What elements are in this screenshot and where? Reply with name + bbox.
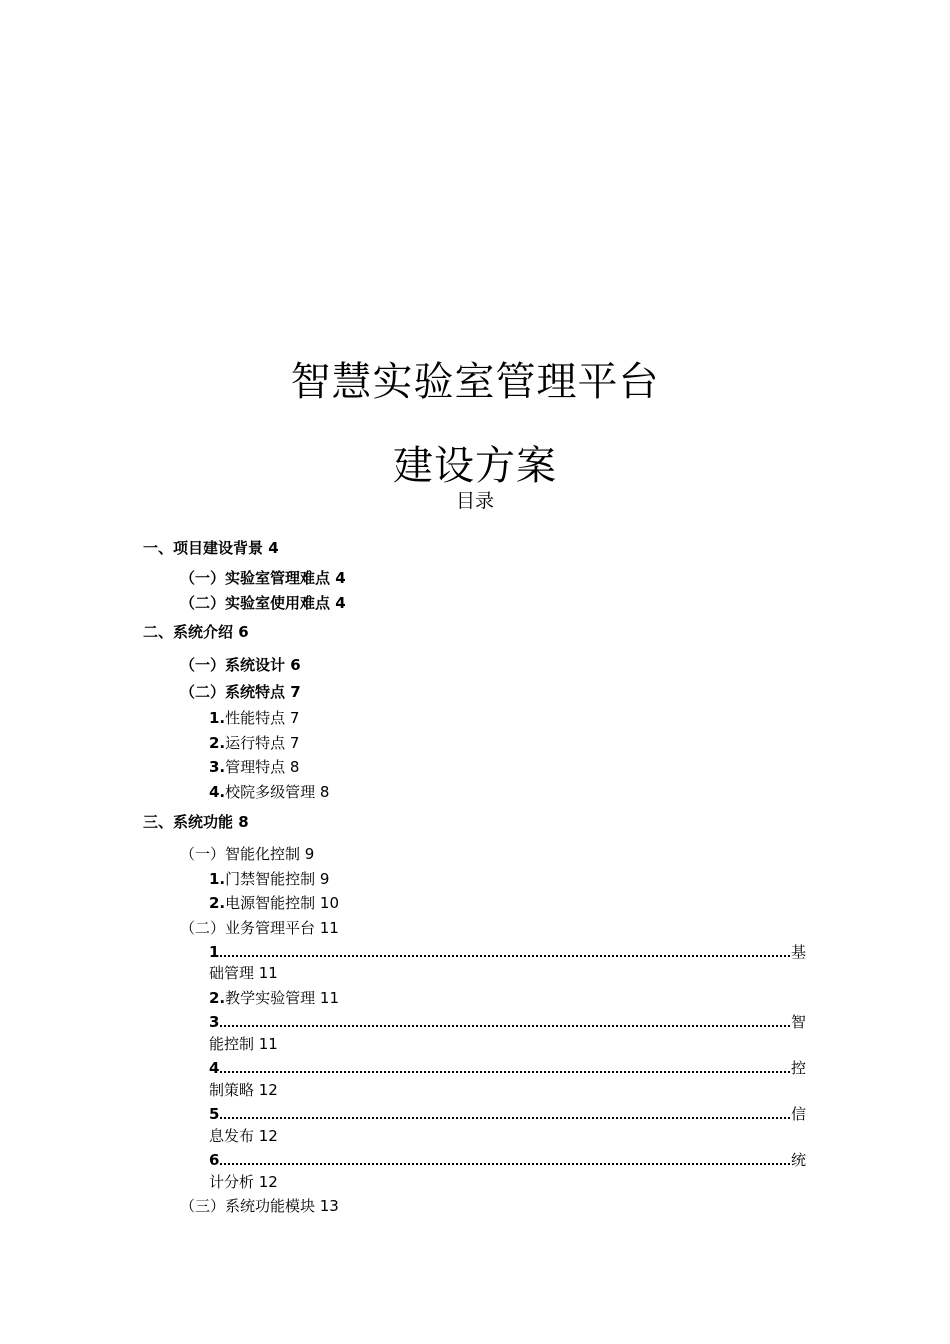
dot-leader <box>220 955 790 957</box>
toc-entry[interactable]: （三）系统功能模块 13 <box>180 1197 339 1215</box>
toc-entry-dotted[interactable] <box>209 1015 806 1030</box>
toc-entry-number: 2. <box>209 734 226 752</box>
dot-leader <box>220 1025 790 1027</box>
toc-entry-label: 管理特点 8 <box>225 758 300 776</box>
toc-entry-dotted[interactable] <box>209 1107 806 1122</box>
dot-leader <box>220 1163 790 1165</box>
toc-entry-label-start: 智 <box>790 1013 806 1031</box>
dot-leader <box>220 1117 790 1119</box>
toc-entry-label: 电源智能控制 10 <box>225 894 339 912</box>
toc-entry-label-start: 基 <box>790 943 806 961</box>
toc-entry-number: 1. <box>209 709 226 727</box>
toc-entry-label-continued: 计分析 12 <box>209 1173 278 1191</box>
toc-entry[interactable]: 一、项目建设背景 4 <box>143 539 279 557</box>
toc-entry-number: 6 <box>209 1151 220 1169</box>
toc-entry-number: 3. <box>209 758 226 776</box>
toc-entry-label: 运行特点 7 <box>225 734 300 752</box>
toc-entry-label-continued: 础管理 11 <box>209 964 278 982</box>
toc-entry[interactable] <box>209 872 329 887</box>
toc-entry[interactable] <box>209 736 299 751</box>
dot-leader <box>220 1071 790 1073</box>
toc-entry-number: 3 <box>209 1013 220 1031</box>
toc-entry[interactable]: （二）业务管理平台 11 <box>180 919 339 937</box>
toc-entry-number: 2. <box>209 989 226 1007</box>
toc-entry[interactable] <box>209 785 329 800</box>
toc-entry-number: 5 <box>209 1105 220 1123</box>
toc-entry[interactable] <box>209 711 299 726</box>
toc-entry-label: 门禁智能控制 9 <box>225 870 330 888</box>
toc-entry-number: 2. <box>209 894 226 912</box>
toc-entry-dotted[interactable] <box>209 1061 806 1076</box>
document-title-line1: 智慧实验室管理平台 <box>290 359 660 405</box>
toc-entry[interactable]: 二、系统介绍 6 <box>143 623 249 641</box>
toc-entry-label-continued: 制策略 12 <box>209 1081 278 1099</box>
toc-entry-label-continued: 能控制 11 <box>209 1035 278 1053</box>
toc-entry[interactable]: （一）智能化控制 9 <box>180 845 315 863</box>
document-title-line2: 建设方案 <box>393 443 557 489</box>
toc-entry-label: 校院多级管理 8 <box>225 783 330 801</box>
toc-entry[interactable]: （二）实验室使用难点 4 <box>180 594 346 612</box>
toc-entry[interactable] <box>209 896 339 911</box>
toc-entry-label-start: 统 <box>790 1151 806 1169</box>
toc-entry-label: 教学实验管理 11 <box>225 989 339 1007</box>
toc-entry-number: 4. <box>209 783 226 801</box>
toc-entry-number: 1 <box>209 943 220 961</box>
toc-entry[interactable] <box>209 760 299 775</box>
toc-entry-number: 4 <box>209 1059 220 1077</box>
toc-entry-label: 性能特点 7 <box>225 709 300 727</box>
toc-entry-label-start: 控 <box>790 1059 806 1077</box>
toc-entry[interactable]: （一）系统设计 6 <box>180 656 301 674</box>
toc-entry-dotted[interactable] <box>209 1153 806 1168</box>
toc-heading: 目录 <box>455 490 494 512</box>
toc-entry[interactable] <box>209 991 339 1006</box>
toc-entry-label-start: 信 <box>790 1105 806 1123</box>
toc-entry-number: 1. <box>209 870 226 888</box>
toc-entry[interactable]: 三、系统功能 8 <box>143 813 249 831</box>
toc-entry[interactable]: （二）系统特点 7 <box>180 683 301 701</box>
toc-entry[interactable]: （一）实验室管理难点 4 <box>180 569 346 587</box>
toc-entry-label-continued: 息发布 12 <box>209 1127 278 1145</box>
toc-entry-dotted[interactable] <box>209 945 806 960</box>
